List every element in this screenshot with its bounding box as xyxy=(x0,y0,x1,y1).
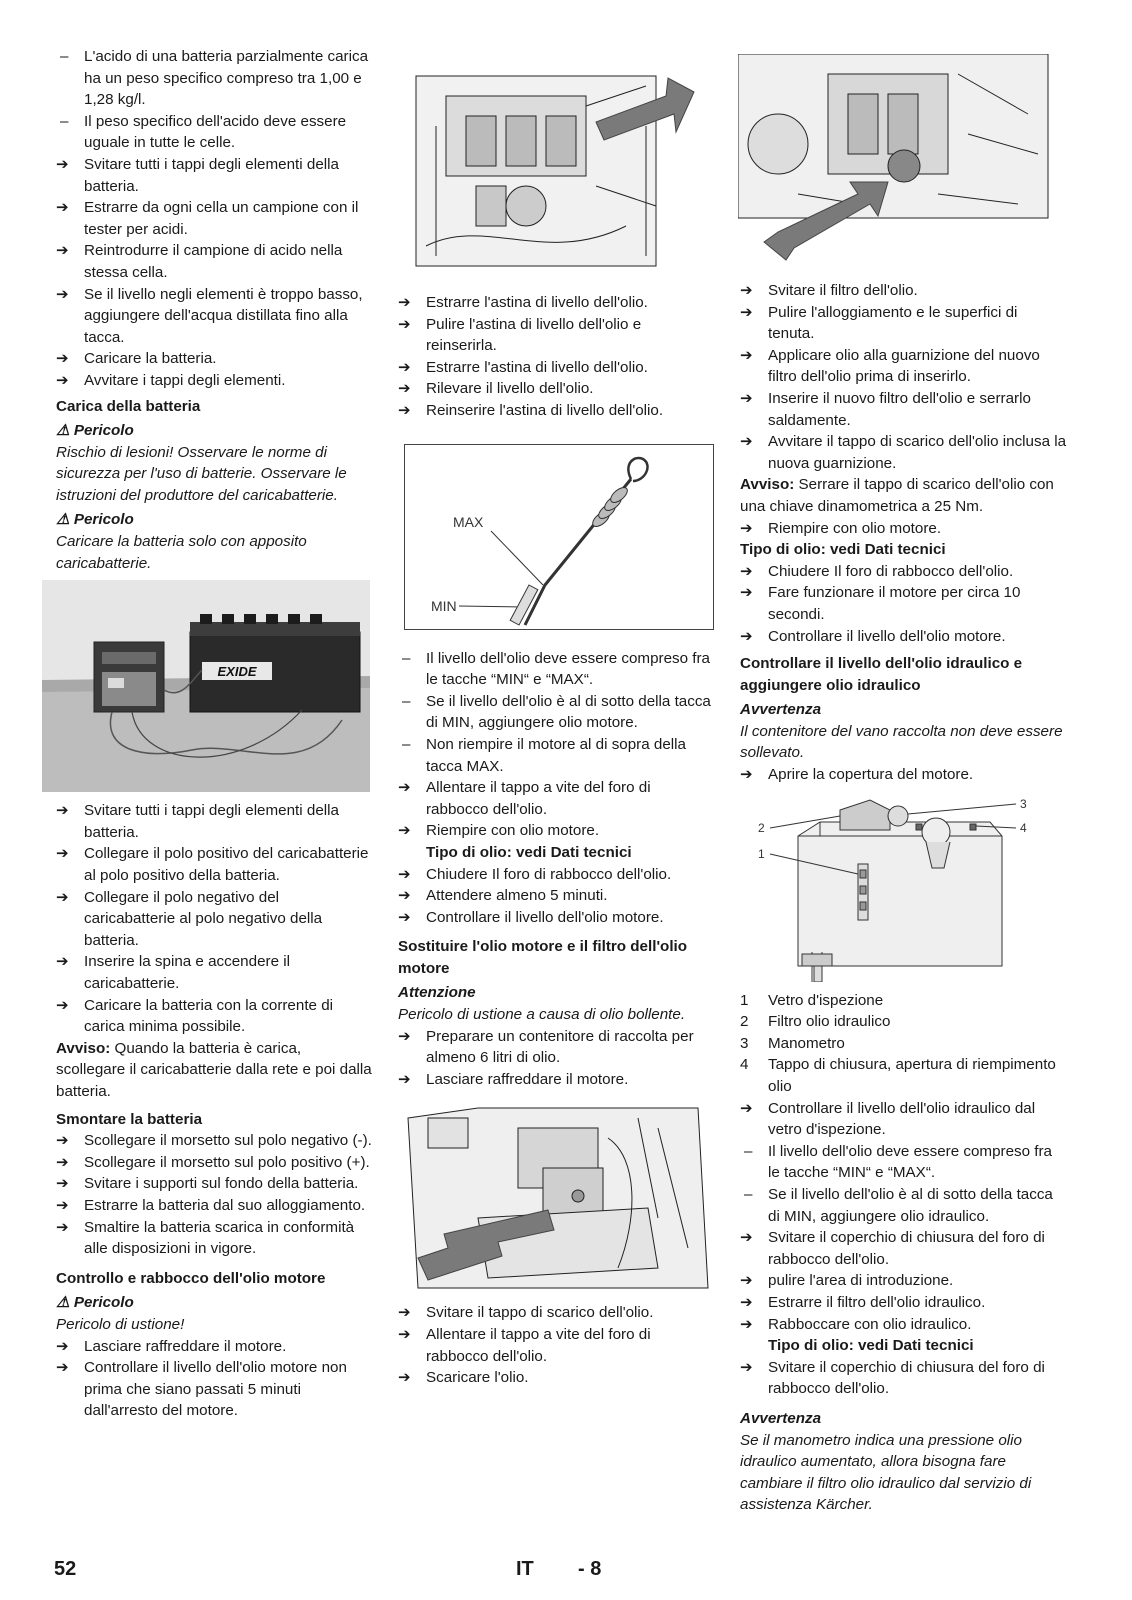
arrow-bullet-icon: ➔ xyxy=(56,1132,69,1150)
step-text: Riempire con olio motore. xyxy=(768,519,942,537)
arrow-bullet-icon: ➔ xyxy=(740,1358,753,1376)
warning-text-2: Se il manometro indica una pressione olio idraulico aumentato, allora bisogna fare cambiare il filtro olio idraulico dal servizio di assistenza Kärcher. xyxy=(740,1431,1032,1514)
step-text: Collegare il polo negativo del caricabatterie al polo negativo della batteria. xyxy=(84,888,323,949)
step-text: Svitare il coperchio di chiusura del foro di rabbocco dell'olio. xyxy=(768,1358,1045,1398)
instruction-step xyxy=(740,764,1068,786)
language-code: IT xyxy=(516,1558,534,1580)
arrow-bullet-icon: ➔ xyxy=(56,285,69,303)
charge-steps-list xyxy=(56,800,374,1038)
caution-label: Attenzione xyxy=(398,984,476,1002)
dash-bullet: – xyxy=(402,735,411,753)
dash-bullet: – xyxy=(60,48,69,65)
step-text: Se il livello dell'olio è al di sotto della tacca di MIN, aggiungere olio motore. xyxy=(426,692,711,732)
dash-list-item xyxy=(398,648,716,691)
step-text: Reintrodurre il campione di acido nella stessa cella. xyxy=(84,242,343,281)
arrow-bullet-icon: ➔ xyxy=(740,1293,753,1311)
instruction-step xyxy=(56,370,374,392)
legend-text: Vetro d'ispezione xyxy=(768,991,884,1009)
step-text: Attendere almeno 5 minuti. xyxy=(426,887,608,905)
step-text: Scollegare il morsetto sul polo negativo (-). xyxy=(84,1132,372,1150)
step-text: Smaltire la batteria scarica in conformità alle disposizioni in vigore. xyxy=(84,1218,355,1258)
instruction-step xyxy=(398,907,716,929)
instruction-step xyxy=(56,887,374,952)
step-text: Reinserire l'astina di livello dell'olio. xyxy=(426,401,664,419)
danger-notice-1: ⚠ Pericolo xyxy=(56,422,134,440)
danger-notice-3: ⚠ Pericolo xyxy=(56,1294,134,1312)
dipstick-diagram xyxy=(404,444,714,630)
step-text: Inserire il nuovo filtro dell'olio e serrarlo saldamente. xyxy=(768,389,1031,429)
arrow-bullet-icon: ➔ xyxy=(740,303,753,321)
dash-bullet: – xyxy=(744,1186,753,1203)
instruction-step xyxy=(398,357,716,379)
svg-text:MIN: MIN xyxy=(431,597,457,614)
instruction-step xyxy=(740,302,1068,345)
arrow-bullet-icon: ➔ xyxy=(398,1070,411,1088)
instruction-step xyxy=(398,864,716,886)
svg-text:2: 2 xyxy=(758,820,765,835)
arrow-bullet-icon: ➔ xyxy=(56,1175,69,1193)
arrow-bullet-icon: ➔ xyxy=(740,1099,753,1117)
step-text: Aprire la copertura del motore. xyxy=(768,766,974,784)
step-text: Pulire l'astina di livello dell'olio e reinserirla. xyxy=(426,315,642,355)
instruction-step xyxy=(56,1173,374,1195)
arrow-bullet-icon: ➔ xyxy=(56,953,69,971)
arrow-bullet-icon: ➔ xyxy=(740,346,753,364)
step-text: Allentare il tappo a vite del foro di rabbocco dell'olio. xyxy=(426,1326,651,1365)
step-text: Rilevare il livello dell'olio. xyxy=(426,380,594,398)
step-text: Fare funzionare il motore per circa 10 secondi. xyxy=(768,584,1021,623)
remove-steps-list xyxy=(56,1130,374,1260)
oil-filter-illustration xyxy=(738,54,1068,272)
warning-triangle-icon: ⚠ xyxy=(56,511,70,529)
instruction-step xyxy=(398,292,716,314)
danger-text-1: Rischio di lesioni! Osservare le norme di sicurezza per l'uso di batterie. Osservare le istruzioni del produttore del caricabatterie. xyxy=(56,443,347,504)
instruction-step xyxy=(56,197,374,240)
heading-oil-type: Tipo di olio: vedi Dati tecnici xyxy=(740,541,946,559)
step-text: Preparare un contenitore di raccolta per almeno 6 litri di olio. xyxy=(426,1027,694,1067)
instruction-step xyxy=(398,885,716,907)
heading-replace-oil: Sostituire l'olio motore e il filtro dell'olio motore xyxy=(398,938,688,977)
legend-number: 3 xyxy=(740,1034,749,1052)
instruction-step xyxy=(56,800,374,843)
battery-charger-photo xyxy=(42,580,374,792)
arrow-bullet-icon: ➔ xyxy=(398,1304,411,1322)
step-text: Collegare il polo positivo del caricabatterie al polo positivo della batteria. xyxy=(84,845,369,885)
hydraulic-oil-type: Tipo di olio: vedi Dati tecnici xyxy=(768,1337,974,1355)
arrow-bullet-icon: ➔ xyxy=(56,1218,69,1236)
arrow-bullet-icon: ➔ xyxy=(56,371,69,389)
arrow-bullet-icon: ➔ xyxy=(740,1229,753,1247)
instruction-step xyxy=(398,820,716,842)
arrow-bullet-icon: ➔ xyxy=(56,199,69,217)
step-text: Avvitare i tappi degli elementi. xyxy=(84,371,286,389)
arrow-bullet-icon: ➔ xyxy=(56,996,69,1014)
intro-list xyxy=(56,46,374,392)
step-text: Lasciare raffreddare il motore. xyxy=(84,1337,287,1355)
dash-list-item xyxy=(398,691,716,734)
step-text: Estrarre l'astina di livello dell'olio. xyxy=(426,358,648,376)
legend-item xyxy=(740,990,1068,1012)
arrow-bullet-icon: ➔ xyxy=(398,822,411,840)
fill-steps-list xyxy=(740,518,1068,540)
svg-text:4: 4 xyxy=(1020,820,1027,835)
arrow-bullet-icon: ➔ xyxy=(740,627,753,645)
step-text: Rabboccare con olio idraulico. xyxy=(768,1315,972,1333)
run-steps-list xyxy=(740,561,1068,647)
open-cover-steps-list xyxy=(740,764,1068,786)
instruction-step xyxy=(56,951,374,994)
step-text: Chiudere Il foro di rabbocco dell'olio. xyxy=(768,562,1014,580)
dash-list-item xyxy=(398,734,716,777)
arrow-bullet-icon: ➔ xyxy=(740,1315,753,1333)
instruction-step xyxy=(740,1227,1068,1270)
svg-text:3: 3 xyxy=(1020,796,1027,811)
oil-steps-list xyxy=(56,1336,374,1422)
instruction-step xyxy=(56,1357,374,1422)
oil-drain-illustration xyxy=(398,1098,716,1294)
legend-item xyxy=(740,1054,1068,1097)
step-text: Caricare la batteria. xyxy=(84,350,217,368)
notice-charge: Avviso: Quando la batteria è carica, scollegare il caricabatterie dalla rete e poi dalla batteria. xyxy=(56,1039,372,1100)
dash-bullet: – xyxy=(60,112,69,130)
oil-type-note: Tipo di olio: vedi Dati tecnici xyxy=(426,843,632,861)
step-text: Avvitare il tappo di scarico dell'olio inclusa la nuova guarnizione. xyxy=(768,433,1067,472)
column-3 xyxy=(740,46,1068,1516)
instruction-step xyxy=(740,280,1068,302)
step-text: Lasciare raffreddare il motore. xyxy=(426,1070,629,1088)
step-text: Il livello dell'olio deve essere compreso fra le tacche “MIN“ e “MAX“. xyxy=(768,1142,1053,1182)
instruction-step xyxy=(740,1357,1068,1400)
dash-bullet: – xyxy=(402,649,411,667)
legend-item xyxy=(740,1033,1068,1055)
instruction-step xyxy=(398,400,716,422)
instruction-step xyxy=(398,1069,716,1091)
arrow-bullet-icon: ➔ xyxy=(56,1337,69,1355)
arrow-bullet-icon: ➔ xyxy=(398,908,411,926)
step-text: Estrarre la batteria dal suo alloggiamento. xyxy=(84,1196,366,1214)
step-text: Se il livello negli elementi è troppo basso, aggiungere dell'acqua distillata fino alla tacca. xyxy=(84,285,363,346)
arrow-bullet-icon: ➔ xyxy=(56,802,69,820)
arrow-bullet-icon: ➔ xyxy=(398,1369,411,1387)
arrow-bullet-icon: ➔ xyxy=(398,865,411,883)
instruction-step xyxy=(740,388,1068,431)
step-text: Scaricare l'olio. xyxy=(426,1369,529,1387)
instruction-step xyxy=(398,314,716,357)
step-text: Il livello dell'olio deve essere compreso fra le tacche “MIN“ e “MAX“. xyxy=(426,649,711,689)
instruction-step xyxy=(398,1302,716,1324)
legend-text: Manometro xyxy=(768,1034,845,1052)
step-text: Scollegare il morsetto sul polo positivo (+). xyxy=(84,1153,370,1171)
instruction-step xyxy=(398,1324,716,1367)
arrow-bullet-icon: ➔ xyxy=(56,350,69,368)
step-text: Svitare tutti i tappi degli elementi della batteria. xyxy=(84,155,339,195)
step-text: Non riempire il motore al di sopra della tacca MAX. xyxy=(426,735,686,775)
instruction-step xyxy=(56,1336,374,1358)
arrow-bullet-icon: ➔ xyxy=(56,845,69,863)
heading-engine-oil: Controllo e rabbocco dell'olio motore xyxy=(56,1269,326,1287)
instruction-step xyxy=(56,1195,374,1217)
step-text: Riempire con olio motore. xyxy=(426,822,600,840)
step-text: L'acido di una batteria parzialmente carica ha un peso specifico compreso tra 1,00 e 1,28 kg/l. xyxy=(84,48,369,109)
warning-label-2: Avvertenza xyxy=(740,1409,822,1427)
legend-number: 1 xyxy=(740,991,749,1009)
step-text: Controllare il livello dell'olio motore non prima che siano passati 5 minuti dall'arresto del motore. xyxy=(84,1359,347,1420)
step-text: Estrarre l'astina di livello dell'olio. xyxy=(426,294,648,311)
arrow-bullet-icon: ➔ xyxy=(398,1326,411,1344)
step-text: Pulire l'alloggiamento e le superfici di tenuta. xyxy=(768,303,1018,343)
caution-text: Pericolo di ustione a causa di olio bollente. xyxy=(398,1006,686,1024)
instruction-step xyxy=(56,843,374,886)
hydraulic-tank-diagram xyxy=(740,792,1068,982)
oil-close-steps-list xyxy=(398,864,716,929)
dash-bullet: – xyxy=(744,1142,753,1160)
instruction-step xyxy=(740,1314,1068,1336)
instruction-step xyxy=(398,378,716,400)
instruction-step xyxy=(56,284,374,349)
dash-bullet: – xyxy=(402,692,411,710)
step-text: Svitare il coperchio di chiusura del foro di rabbocco dell'olio. xyxy=(768,1229,1045,1268)
arrow-bullet-icon: ➔ xyxy=(740,766,753,784)
dash-list-item xyxy=(740,1184,1068,1227)
danger-notice-2: ⚠ Pericolo xyxy=(56,511,134,529)
instruction-step xyxy=(740,1098,1068,1141)
step-text: Allentare il tappo a vite del foro di rabbocco dell'olio. xyxy=(426,779,651,818)
heading-remove-battery: Smontare la batteria xyxy=(56,1110,203,1128)
svg-text:MAX: MAX xyxy=(453,513,484,530)
figure-legend xyxy=(740,990,1068,1098)
notice-torque: Avviso: Serrare il tappo di scarico dell'olio con una chiave dinamometrica a 25 Nm. xyxy=(740,476,1054,515)
oil-level-list xyxy=(398,648,716,842)
instruction-step xyxy=(740,1292,1068,1314)
prepare-steps-list xyxy=(398,1026,716,1091)
step-text: Svitare i supporti sul fondo della batteria. xyxy=(84,1175,359,1193)
arrow-bullet-icon: ➔ xyxy=(398,887,411,905)
close-steps-list xyxy=(740,1357,1068,1400)
svg-text:1: 1 xyxy=(758,846,765,861)
instruction-step xyxy=(56,1152,374,1174)
arrow-bullet-icon: ➔ xyxy=(56,242,69,260)
warning-label-1: Avvertenza xyxy=(740,701,822,719)
step-text: Il peso specifico dell'acido deve essere uguale in tutte le celle. xyxy=(84,112,347,152)
drain-steps-list xyxy=(398,1302,716,1388)
engine-dipstick-illustration xyxy=(406,66,716,284)
dash-list-item xyxy=(56,46,374,111)
legend-number: 2 xyxy=(740,1013,749,1031)
instruction-step xyxy=(56,1130,374,1152)
step-text: Controllare il livello dell'olio idraulico dal vetro d'ispezione. xyxy=(768,1099,1036,1139)
instruction-step xyxy=(740,1270,1068,1292)
step-text: Se il livello dell'olio è al di sotto della tacca di MIN, aggiungere olio idraulico. xyxy=(768,1186,1053,1225)
filter-steps-list xyxy=(740,280,1068,474)
warning-triangle-icon: ⚠ xyxy=(56,1294,70,1312)
arrow-bullet-icon: ➔ xyxy=(740,433,753,451)
arrow-bullet-icon: ➔ xyxy=(740,562,753,580)
arrow-bullet-icon: ➔ xyxy=(398,315,411,333)
instruction-step xyxy=(398,1026,716,1069)
legend-item xyxy=(740,1011,1068,1033)
step-text: Svitare tutti i tappi degli elementi della batteria. xyxy=(84,802,339,841)
arrow-bullet-icon: ➔ xyxy=(398,380,411,398)
arrow-bullet-icon: ➔ xyxy=(398,294,411,311)
dash-list-item xyxy=(56,111,374,154)
arrow-bullet-icon: ➔ xyxy=(740,584,753,602)
instruction-step xyxy=(398,1367,716,1389)
column-2 xyxy=(398,46,716,1389)
step-text: Chiudere Il foro di rabbocco dell'olio. xyxy=(426,865,672,883)
heading-hydraulic-oil: Controllare il livello dell'olio idraulico e aggiungere olio idraulico xyxy=(740,655,1023,694)
section-page: - 8 xyxy=(578,1558,602,1580)
instruction-step xyxy=(56,995,374,1038)
step-text: Estrarre il filtro dell'olio idraulico. xyxy=(768,1293,986,1311)
instruction-step xyxy=(398,777,716,820)
step-text: Estrarre da ogni cella un campione con il tester per acidi. xyxy=(84,199,359,238)
heading-battery-charge: Carica della batteria xyxy=(56,397,201,415)
arrow-bullet-icon: ➔ xyxy=(56,888,69,906)
dash-list-item xyxy=(740,1141,1068,1184)
arrow-bullet-icon: ➔ xyxy=(398,1027,411,1045)
warning-text-1: Il contenitore del vano raccolta non deve essere sollevato. xyxy=(740,722,1063,762)
danger-text-2: Caricare la batteria solo con apposito caricabatterie. xyxy=(56,533,307,572)
step-text: Caricare la batteria con la corrente di carica minima possibile. xyxy=(84,996,334,1036)
step-text: Controllare il livello dell'olio motore. xyxy=(426,908,664,926)
arrow-bullet-icon: ➔ xyxy=(56,1153,69,1171)
svg-text:EXIDE: EXIDE xyxy=(217,664,257,680)
step-text: Svitare il tappo di scarico dell'olio. xyxy=(426,1304,654,1322)
step-text: Applicare olio alla guarnizione del nuovo filtro dell'olio prima di inserirlo. xyxy=(768,346,1040,386)
arrow-bullet-icon: ➔ xyxy=(740,282,753,299)
arrow-bullet-icon: ➔ xyxy=(740,519,753,537)
instruction-step xyxy=(740,561,1068,583)
arrow-bullet-icon: ➔ xyxy=(398,779,411,797)
page-number: 52 xyxy=(54,1558,77,1580)
hydraulic-steps-list xyxy=(740,1098,1068,1336)
legend-text: Filtro olio idraulico xyxy=(768,1013,891,1031)
legend-text: Tappo di chiusura, apertura di riempimento olio xyxy=(768,1056,1056,1096)
dipstick-steps-list xyxy=(398,292,716,422)
instruction-step xyxy=(56,240,374,283)
arrow-bullet-icon: ➔ xyxy=(398,401,411,419)
warning-triangle-icon: ⚠ xyxy=(56,422,70,440)
step-text: pulire l'area di introduzione. xyxy=(768,1272,954,1290)
instruction-step xyxy=(740,582,1068,625)
arrow-bullet-icon: ➔ xyxy=(740,389,753,407)
instruction-step xyxy=(740,626,1068,648)
instruction-step xyxy=(56,154,374,197)
instruction-step xyxy=(740,518,1068,540)
arrow-bullet-icon: ➔ xyxy=(398,358,411,376)
arrow-bullet-icon: ➔ xyxy=(56,1359,69,1377)
step-text: Controllare il livello dell'olio motore. xyxy=(768,627,1006,645)
arrow-bullet-icon: ➔ xyxy=(56,155,69,173)
column-1 xyxy=(56,46,374,1422)
arrow-bullet-icon: ➔ xyxy=(56,1196,69,1214)
arrow-bullet-icon: ➔ xyxy=(740,1272,753,1290)
legend-number: 4 xyxy=(740,1056,749,1074)
step-text: Svitare il filtro dell'olio. xyxy=(768,282,918,299)
instruction-step xyxy=(56,348,374,370)
instruction-step xyxy=(56,1217,374,1260)
instruction-step xyxy=(740,345,1068,388)
danger-text-3: Pericolo di ustione! xyxy=(56,1315,185,1333)
instruction-step xyxy=(740,431,1068,474)
step-text: Inserire la spina e accendere il caricabatterie. xyxy=(84,953,290,992)
